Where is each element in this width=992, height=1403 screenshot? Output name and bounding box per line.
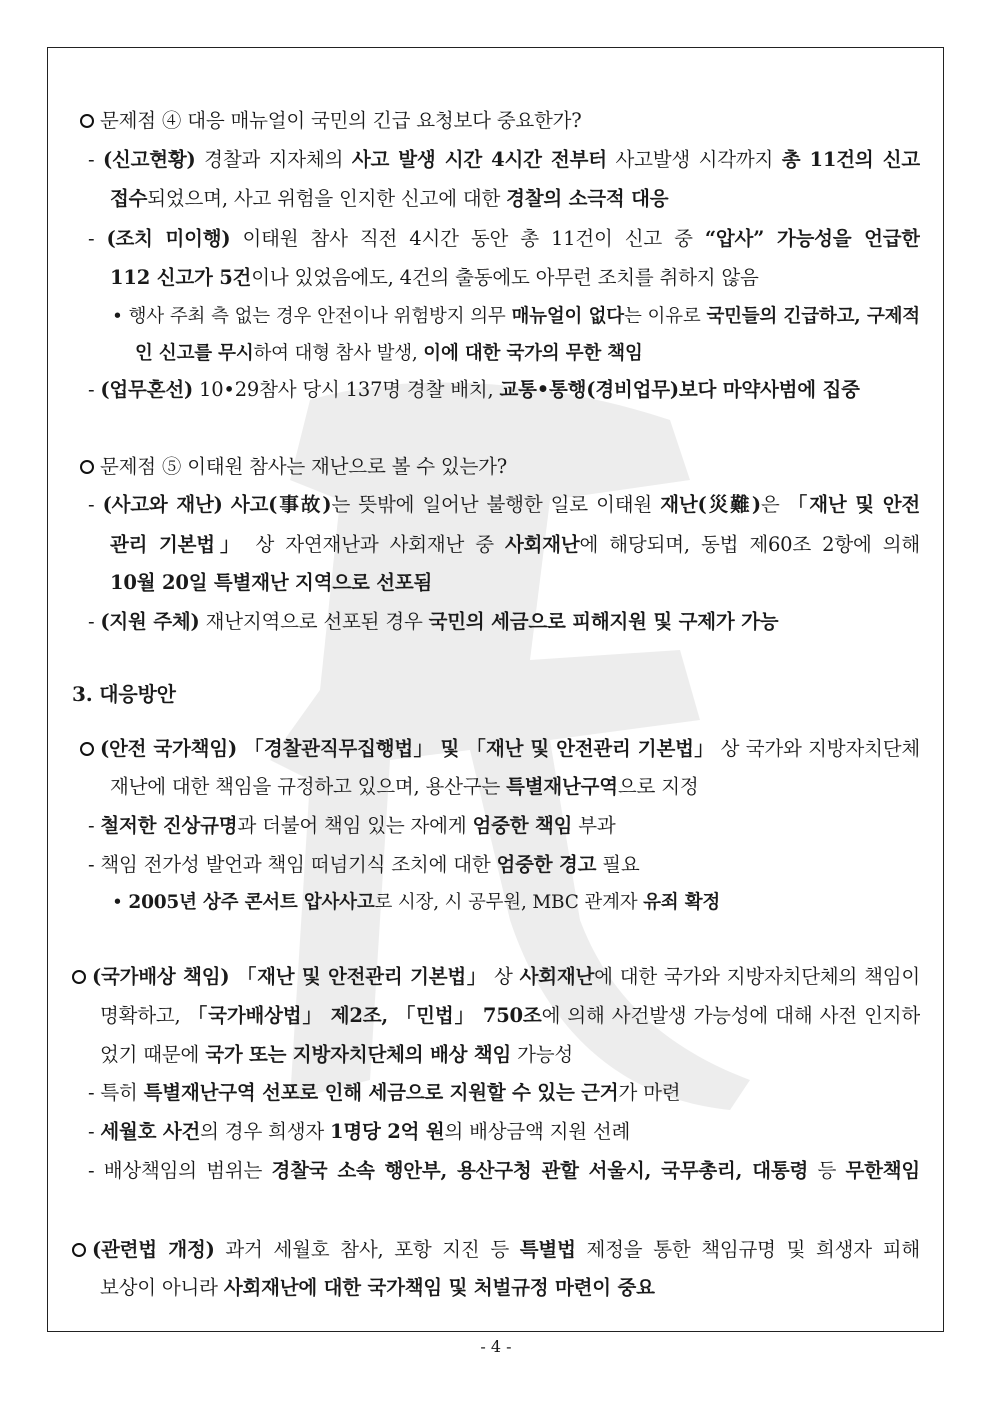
circle-bullet-icon <box>80 742 94 756</box>
issue-4-line-5: • 행사 주최 측 없는 경우 안전이나 위험방지 의무 매뉴얼이 없다는 이유로 국민들의 긴급하고, 구제적 <box>112 306 920 327</box>
issue-4-line-1: - (신고현황) 경찰과 지자체의 사고 발생 시간 4시간 전부터 사고발생 시각까지 총 11건의 신고 <box>88 148 920 171</box>
issue-5-line-4: - (지원 주체) 재난지역으로 선포된 경우 국민의 세금으로 피해지원 및 구제가 가능 <box>88 610 779 633</box>
response-2-line-2: 명확하고, 「국가배상법」 제2조, 「민법」 750조에 의해 사건발생 가능성에 대해 사전 인지하 <box>100 1004 920 1027</box>
response-2-line-6: - 배상책임의 범위는 경찰국 소속 행안부, 용산구청 관할 서울시, 국무총리, 대통령 등 무한책임 <box>88 1159 920 1182</box>
issue-5-line-1: - (사고와 재난) 사고(事故)는 뜻밖에 일어난 불행한 일로 이태원 재난(災難)은 「재난 및 안전 <box>88 493 920 516</box>
issue-4-line-7: - (업무혼선) 10•29참사 당시 137명 경찰 배치, 교통•통행(경비업무)보다 마약사범에 집중 <box>88 378 860 401</box>
issue-4-line-2: 접수되었으며, 사고 위험을 인지한 신고에 대한 경찰의 소극적 대응 <box>110 187 669 210</box>
response-1-line-5: • 2005년 상주 콘서트 압사사고로 시장, 시 공무원, MBC 관계자 유죄 확정 <box>112 892 721 913</box>
response-2-line-3: 었기 때문에 국가 또는 지방자치단체의 배상 책임 가능성 <box>100 1043 574 1066</box>
response-1-line-4: - 책임 전가성 발언과 책임 떠넘기식 조치에 대한 엄중한 경고 필요 <box>88 853 640 876</box>
issue-4-line-6: 인 신고를 무시하여 대형 참사 발생, 이에 대한 국가의 무한 책임 <box>135 343 643 364</box>
section-3-title: 3. 대응방안 <box>72 682 176 706</box>
response-1-line-2: 재난에 대한 책임을 규정하고 있으며, 용산구는 특별재난구역으로 지정 <box>110 775 699 798</box>
circle-bullet-icon <box>80 460 94 474</box>
response-1-line-1: (안전 국가책임) 「경찰관직무집행법」 및 「재난 및 안전관리 기본법」 상 국가와 지방자치단체 <box>80 735 920 763</box>
issue-4-heading: 문제점 ④ 대응 매뉴얼이 국민의 긴급 요청보다 중요한가? <box>80 107 582 135</box>
issue-5-heading: 문제점 ⑤ 이태원 참사는 재난으로 볼 수 있는가? <box>80 453 507 481</box>
circle-bullet-icon <box>72 970 86 984</box>
issue-5-line-2: 관리 기본법」 상 자연재난과 사회재난 중 사회재난에 해당되며, 동법 제60조 2항에 의해 <box>110 533 920 556</box>
response-3-line-2: 보상이 아니라 사회재난에 대한 국가책임 및 처벌규정 마련이 중요 <box>100 1276 655 1299</box>
response-2-line-1: (국가배상 책임) 「재난 및 안전관리 기본법」 상 사회재난에 대한 국가와 지방자치단체의 책임이 <box>72 963 920 991</box>
response-3-line-1: (관련법 개정) 과거 세월호 참사, 포항 지진 등 특별법 제정을 통한 책임규명 및 희생자 피해 <box>72 1236 920 1264</box>
issue-5-line-3: 10월 20일 특별재난 지역으로 선포됨 <box>110 571 433 594</box>
circle-bullet-icon <box>72 1243 86 1257</box>
response-2-line-5: - 세월호 사건의 경우 희생자 1명당 2억 원의 배상금액 지원 선례 <box>88 1120 631 1143</box>
response-2-line-4: - 특히 특별재난구역 선포로 인해 세금으로 지원할 수 있는 근거가 마련 <box>88 1081 681 1104</box>
response-1-line-3: - 철저한 진상규명과 더불어 책임 있는 자에게 엄중한 책임 부과 <box>88 814 616 837</box>
circle-bullet-icon <box>80 114 94 128</box>
issue-4-line-4: 112 신고가 5건이나 있었음에도, 4건의 출동에도 아무런 조치를 취하지 않음 <box>110 266 759 289</box>
page-number: - 4 - <box>480 1337 512 1356</box>
issue-4-line-3: - (조치 미이행) 이태원 참사 직전 4시간 동안 총 11건이 신고 중 “압사” 가능성을 언급한 <box>88 227 920 250</box>
